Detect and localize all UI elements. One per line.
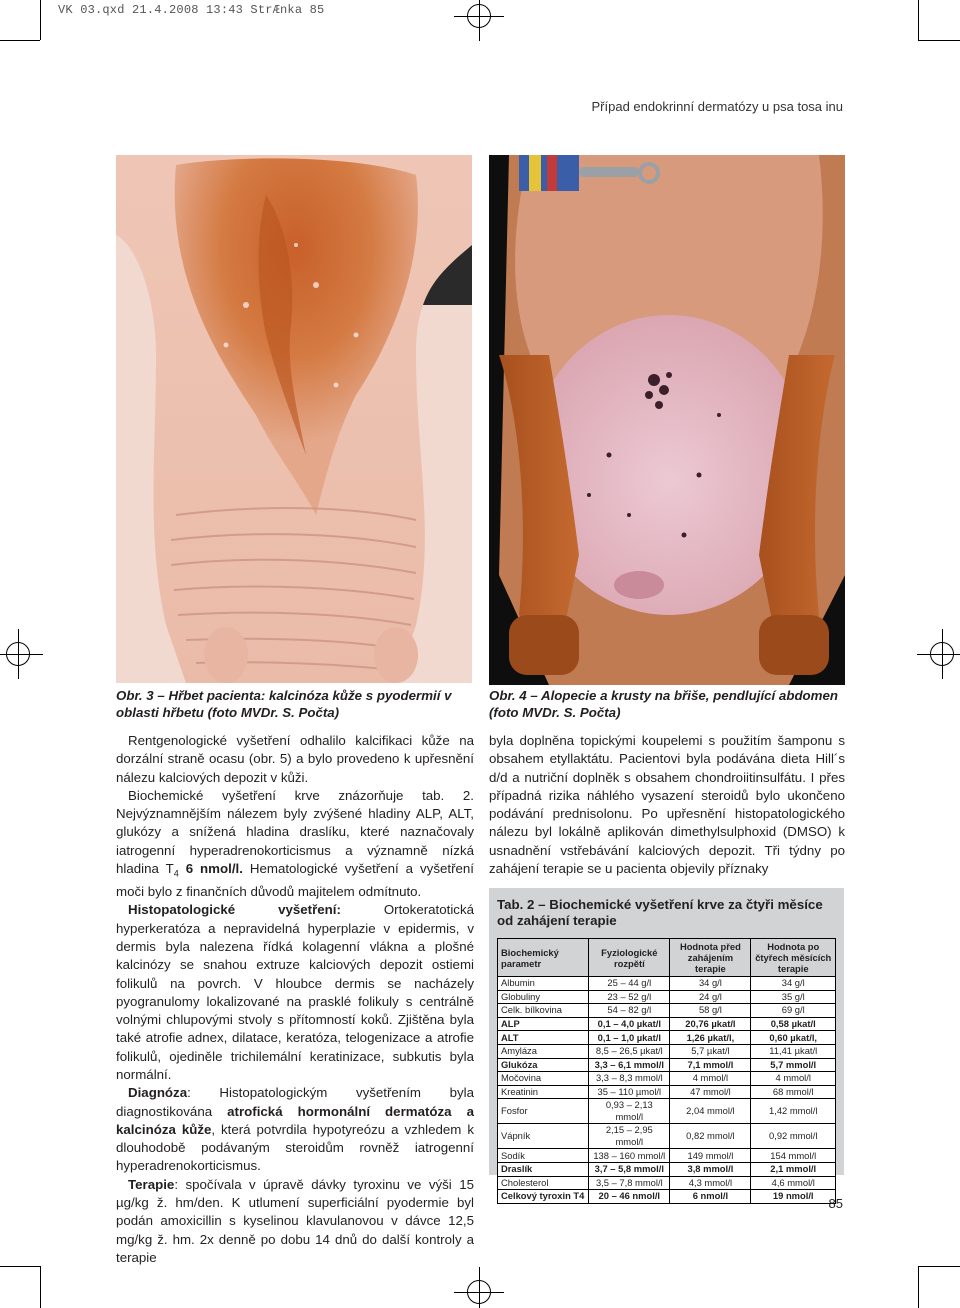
cell-after: 19 nmol/l bbox=[751, 1190, 836, 1204]
table-row bbox=[498, 1099, 836, 1124]
crop-mark bbox=[40, 0, 41, 40]
cell-after: 35 g/l bbox=[751, 990, 836, 1004]
cell-range: 23 – 52 g/l bbox=[589, 990, 670, 1004]
cell-after: 69 g/l bbox=[751, 1004, 836, 1018]
cell-parameter: Močovina bbox=[498, 1072, 589, 1086]
cell-range: 3,5 – 7,8 mmol/l bbox=[589, 1176, 670, 1190]
cell-before: 34 g/l bbox=[670, 977, 751, 991]
table-header-row bbox=[498, 939, 836, 977]
cell-before: 58 g/l bbox=[670, 1004, 751, 1018]
cell-range: 3,3 – 6,1 mmol/l bbox=[589, 1058, 670, 1072]
crop-mark bbox=[918, 0, 919, 40]
cell-after: 0,60 µkat/l, bbox=[751, 1031, 836, 1045]
cell-before: 20,76 µkat/l bbox=[670, 1017, 751, 1031]
table-row bbox=[498, 1058, 836, 1072]
cell-after: 5,7 mmol/l bbox=[751, 1058, 836, 1072]
dog-back-photo bbox=[116, 155, 472, 683]
cell-after: 34 g/l bbox=[751, 977, 836, 991]
table-row bbox=[498, 1072, 836, 1086]
cell-after: 68 mmol/l bbox=[751, 1085, 836, 1099]
header-range: Fyziologické rozpětí bbox=[589, 939, 670, 977]
header-parameter: Biochemický parametr bbox=[498, 939, 589, 977]
paragraph-histopathology: Histopatologické vyšetření: Ortokeratotická hyperkeratóza a nepravidelná hyperplazie v epidermis, v dermis byla nalezena řídká kolagenní vlákna a plošné kalcinózy se snahou extruze kalciových depozit ostiemi folikulů na povrch. V hloubce dermis se nacházely pyogranulomy lokalizované na prasklé folikuly s centrálně volnými chlupovými stvoly s přítomností koků. Zjištěna byla také atrofie adnex, dilatace, keratóza, telogenizace a atrofie folikulů, ojediněle trichilemální keratinizace, subkutis byla normální. bbox=[116, 902, 474, 1082]
biochemistry-table bbox=[497, 938, 836, 1204]
cell-range: 0,1 – 1,0 µkat/l bbox=[589, 1031, 670, 1045]
table-row bbox=[498, 1124, 836, 1149]
table-title: Tab. 2 – Biochemické vyšetření krve za čtyři měsíce od zahájení terapie bbox=[497, 897, 823, 928]
header-after: Hodnota po čtyřech měsících terapie bbox=[751, 939, 836, 977]
table-row bbox=[498, 1017, 836, 1031]
cell-parameter: Draslík bbox=[498, 1162, 589, 1176]
crop-mark bbox=[40, 1266, 41, 1308]
cell-range: 54 – 82 g/l bbox=[589, 1004, 670, 1018]
running-head: Případ endokrinní dermatózy u psa tosa inu bbox=[591, 99, 843, 114]
table-row bbox=[498, 977, 836, 991]
cell-parameter: Fosfor bbox=[498, 1099, 589, 1124]
cell-after: 1,42 mmol/l bbox=[751, 1099, 836, 1124]
registration-mark bbox=[6, 642, 30, 666]
crop-mark bbox=[918, 1266, 960, 1267]
cell-before: 3,8 mmol/l bbox=[670, 1162, 751, 1176]
cell-parameter: Globuliny bbox=[498, 990, 589, 1004]
cell-parameter: Celk. bílkovina bbox=[498, 1004, 589, 1018]
registration-mark bbox=[467, 1280, 491, 1304]
cell-after: 4,6 mmol/l bbox=[751, 1176, 836, 1190]
header-before: Hodnota před zahájením terapie bbox=[670, 939, 751, 977]
cell-before: 149 mmol/l bbox=[670, 1149, 751, 1163]
cell-range: 0,1 – 4,0 µkat/l bbox=[589, 1017, 670, 1031]
cell-before: 47 mmol/l bbox=[670, 1085, 751, 1099]
paragraph-therapy-continued: byla doplněna topickými koupelemi s použitím šamponu s obsahem etyllaktátu. Pacientovi byla podávána dieta Hill´s d/d a nutriční doplněk s obsahem chondroiitinsulfátu. I přes případná rizika náhlého vysazení steroidů bylo ukončeno podávání prednisolonu. Po upřesnění histopatologického nálezu byl lokálně aplikován dimethylsulphoxid (DMSO) k usnadnění vstřebávání kalciových depozit. Tři týdny po zahájení terapie se u pacienta objevily příznaky bbox=[489, 733, 845, 877]
table-row bbox=[498, 1031, 836, 1045]
paragraph-rentgen: Rentgenologické vyšetření odhalilo kalcifikaci kůže na dorzální straně ocasu (obr. 5) a bylo provedeno k upřesnění nálezu kalciových depozit v kůži. bbox=[116, 733, 474, 785]
paragraph-diagnosis: Diagnóza: Histopatologickým vyšetřením byla diagnostikována atrofická hormonální dermatóza a kalcinóza kůže, která potvrdila hypotyreózu a vzhledem k dlouhodobě podávaným steroidům rovněž iatrogenní hyperadrenokorticismus. bbox=[116, 1085, 474, 1174]
cell-parameter: Kreatinin bbox=[498, 1085, 589, 1099]
histopathology-label: Histopatologické vyšetření: bbox=[128, 902, 341, 918]
table-row bbox=[498, 1004, 836, 1018]
cell-before: 2,04 mmol/l bbox=[670, 1099, 751, 1124]
paragraph-biochemistry: Biochemické vyšetření krve znázorňuje tab. 2. Nejvýznamnějším nálezem byly zvýšené hladiny ALP, ALT, glukózy a snížená hladina draslíku, které naznačovaly iatrogenní hyperadrenokorticismus a významně nízká hladina $T_4$ 6 nmol/l. Hematologické vyšetření a vyšetření moči bylo z finančních důvodů majitelem odmítnuto. bbox=[116, 787, 474, 900]
cell-range: 138 – 160 mmol/l bbox=[589, 1149, 670, 1163]
crop-mark bbox=[918, 40, 960, 41]
dog-abdomen-illustration bbox=[489, 155, 845, 685]
cell-before: 0,82 mmol/l bbox=[670, 1124, 751, 1149]
cell-before: 24 g/l bbox=[670, 990, 751, 1004]
cell-after: 0,92 mmol/l bbox=[751, 1124, 836, 1149]
table-2-box bbox=[489, 888, 844, 1202]
figure-3-caption: Obr. 3 – Hřbet pacienta: kalcinóza kůže s pyodermií v oblasti hřbetu (foto MVDr. S. Počta) bbox=[116, 688, 452, 720]
cell-parameter: Sodík bbox=[498, 1149, 589, 1163]
dog-back-illustration bbox=[116, 155, 472, 683]
right-column bbox=[489, 732, 845, 878]
figure-4-caption: Obr. 4 – Alopecie a krusty na břiše, pendlující abdomen (foto MVDr. S. Počta) bbox=[489, 688, 839, 720]
cell-after: 4 mmol/l bbox=[751, 1072, 836, 1086]
registration-mark bbox=[930, 642, 954, 666]
cell-before: 4 mmol/l bbox=[670, 1072, 751, 1086]
print-slug: VK 03.qxd 21.4.2008 13:43 StrÆnka 85 bbox=[58, 3, 325, 17]
cell-range: 3,7 – 5,8 mmol/l bbox=[589, 1162, 670, 1176]
cell-parameter: ALT bbox=[498, 1031, 589, 1045]
table-row bbox=[498, 1190, 836, 1204]
cell-range: 2,15 – 2,95 mmol/l bbox=[589, 1124, 670, 1149]
dog-abdomen-photo bbox=[489, 155, 845, 685]
cell-before: 4,3 mmol/l bbox=[670, 1176, 751, 1190]
page-number: 85 bbox=[828, 1196, 843, 1211]
paragraph-therapy: Terapie: spočívala v úpravě dávky tyroxinu ve výši 15 µg/kg ž. hm/den. K utlumení superficiální pyodermie byl podán amoxicillin s kyselinou klavulanovou v dávce 12,5 mg/kg ž. hm. 2x denně po dobu 14 dnů do další kontroly a terapie bbox=[116, 1176, 474, 1265]
cell-before: 7,1 mmol/l bbox=[670, 1058, 751, 1072]
left-column bbox=[116, 732, 474, 1267]
cell-before: 1,26 µkat/l, bbox=[670, 1031, 751, 1045]
crop-mark bbox=[918, 1266, 919, 1308]
cell-range: 0,93 – 2,13 mmol/l bbox=[589, 1099, 670, 1124]
cell-after: 11,41 µkat/l bbox=[751, 1044, 836, 1058]
cell-before: 6 nmol/l bbox=[670, 1190, 751, 1204]
registration-mark bbox=[467, 4, 491, 28]
cell-range: 35 – 110 µmol/l bbox=[589, 1085, 670, 1099]
cell-parameter: ALP bbox=[498, 1017, 589, 1031]
cell-parameter: Vápník bbox=[498, 1124, 589, 1149]
cell-parameter: Albumin bbox=[498, 977, 589, 991]
cell-parameter: Celkový tyroxin T4 bbox=[498, 1190, 589, 1204]
cell-range: 8,5 – 26,5 µkat/l bbox=[589, 1044, 670, 1058]
table-row bbox=[498, 1085, 836, 1099]
therapy-label: Terapie bbox=[128, 1176, 175, 1192]
cell-range: 20 – 46 nmol/l bbox=[589, 1190, 670, 1204]
table-row bbox=[498, 1149, 836, 1163]
crop-mark bbox=[0, 1266, 40, 1267]
cell-parameter: Glukóza bbox=[498, 1058, 589, 1072]
cell-range: 3,3 – 8,3 mmol/l bbox=[589, 1072, 670, 1086]
t4-subscript: 4 bbox=[173, 868, 179, 879]
cell-range: 25 – 44 g/l bbox=[589, 977, 670, 991]
table-row bbox=[498, 1176, 836, 1190]
diagnosis-label: Diagnóza bbox=[128, 1085, 188, 1101]
cell-before: 5,7 µkat/l bbox=[670, 1044, 751, 1058]
cell-after: 0,58 µkat/l bbox=[751, 1017, 836, 1031]
crop-mark bbox=[0, 40, 40, 41]
table-row bbox=[498, 1162, 836, 1176]
cell-after: 2,1 mmol/l bbox=[751, 1162, 836, 1176]
cell-parameter: Amyláza bbox=[498, 1044, 589, 1058]
cell-parameter: Cholesterol bbox=[498, 1176, 589, 1190]
table-row bbox=[498, 1044, 836, 1058]
cell-after: 154 mmol/l bbox=[751, 1149, 836, 1163]
table-row bbox=[498, 990, 836, 1004]
